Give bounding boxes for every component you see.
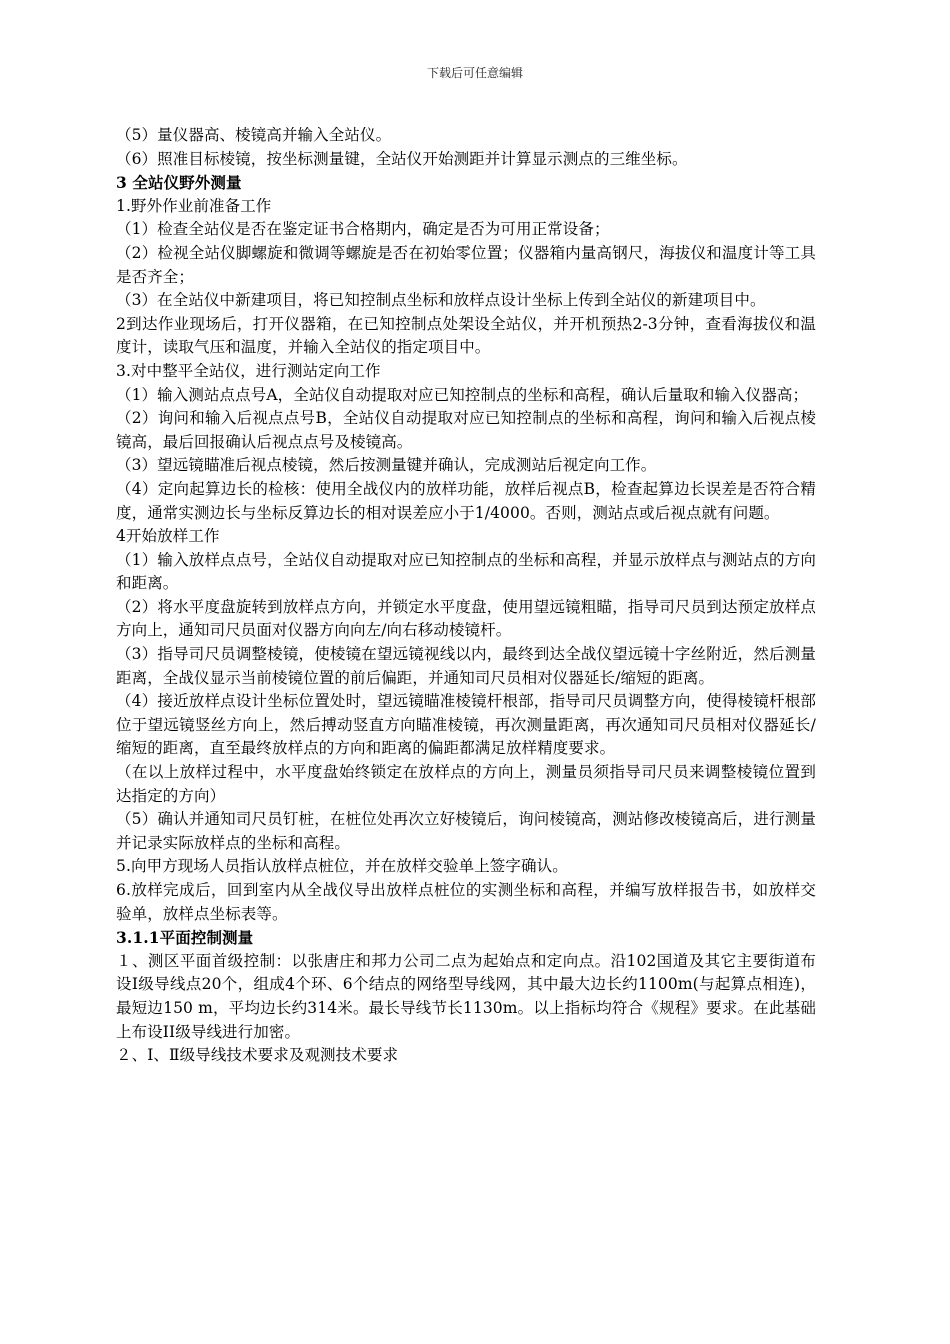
- paragraph: （3）望远镜瞄准后视点棱镜，然后按测量键并确认，完成测站后视定向工作。: [116, 456, 657, 475]
- document-body: [116, 124, 816, 1068]
- page-header: 下载后可任意编辑: [426, 66, 523, 80]
- paragraph: （2）询问和输入后视点点号B，全站仪自动提取对应已知控制点的坐标和高程，询问和输入后视点棱镜高，最后回报确认后视点点号及棱镜高。: [116, 409, 816, 451]
- paragraph: （5）确认并通知司尺员钉桩，在桩位处再次立好棱镜后，询问棱镜高，测站修改棱镜高后，进行测量并记录实际放样点的坐标和高程。: [116, 810, 816, 852]
- section-heading: 3 全站仪野外测量: [116, 173, 242, 193]
- paragraph: （1）检查全站仪是否在鉴定证书合格期内，确定是否为可用正常设备；: [116, 220, 610, 239]
- paragraph: 6.放样完成后，回到室内从全战仪导出放样点桩位的实测坐标和高程，并编写放样报告书，如放样交验单，放样点坐标表等。: [116, 881, 816, 923]
- paragraph: （4）定向起算边长的检核：使用全战仪内的放样功能，放样后视点B，检查起算边长误差是否符合精度，通常实测边长与坐标反算边长的相对误差应小于1/4000。否则，测站点或后视点就有问题。: [116, 479, 816, 522]
- paragraph: （1）输入测站点点号A，全站仪自动提取对应已知控制点的坐标和高程，确认后量取和输入仪器高；: [116, 385, 809, 404]
- paragraph: （2）将水平度盘旋转到放样点方向，并锁定水平度盘，使用望远镜粗瞄，指导司尺员到达预定放样点方向上，通知司尺员面对仪器方向向左/向右移动棱镜杆。: [116, 597, 816, 640]
- paragraph: 2到达作业现场后，打开仪器箱，在已知控制点处架设全站仪，并开机预热2-3分钟，查看海拔仪和温度计，读取气压和温度，并输入全站仪的指定项目中。: [116, 314, 816, 357]
- paragraph: 1.野外作业前准备工作: [116, 196, 272, 215]
- paragraph: （6）照准目标棱镜，按坐标测量键，全站仪开始测距并计算显示测点的三维坐标。: [116, 149, 688, 168]
- paragraph: ２、Ⅰ、Ⅱ级导线技术要求及观测技术要求: [116, 1046, 399, 1065]
- paragraph: １、测区平面首级控制：以张唐庄和邦力公司二点为起始点和定向点。沿102国道及其它主要街道布设Ⅰ级导线点20个，组成4个环、6个结点的网络型导线网，其中最大边长约1100m(与起算点相连)，最短边150 m，平均边长约314米。最长导线节长1130m。以上指标均符合《规程》要求。在此基础上布设II级导线进行加密。: [116, 951, 816, 1041]
- paragraph: （1）输入放样点点号，全站仪自动提取对应已知控制点的坐标和高程，并显示放样点与测站点的方向和距离。: [116, 550, 816, 593]
- paragraph: （5）量仪器高、棱镜高并输入全站仪。: [116, 126, 392, 144]
- paragraph: 3.对中整平全站仪，进行测站定向工作: [116, 361, 381, 380]
- paragraph: （3）指导司尺员调整棱镜，使棱镜在望远镜视线以内，最终到达全战仪望远镜十字丝附近，然后测量距离，全战仪显示当前棱镜位置的前后偏距，并通知司尺员相对仪器延长/缩短的距离。: [116, 645, 816, 687]
- section-heading: 3.1.1平面控制测量: [116, 928, 254, 948]
- paragraph: （2）检视全站仪脚螺旋和微调等螺旋是否在初始零位置；仪器箱内量高钢尺，海拔仪和温度计等工具是否齐全；: [116, 243, 816, 286]
- paragraph: （在以上放样过程中，水平度盘始终锁定在放样点的方向上，测量员须指导司尺员来调整棱镜位置到达指定的方向）: [116, 763, 816, 805]
- paragraph: （3）在全站仪中新建项目，将已知控制点坐标和放样点设计坐标上传到全站仪的新建项目中。: [116, 291, 766, 310]
- paragraph: 5.向甲方现场人员指认放样点桩位，并在放样交验单上签字确认。: [116, 857, 568, 876]
- paragraph: （4）接近放样点设计坐标位置处时，望远镜瞄准棱镜杆根部，指导司尺员调整方向，使得棱镜杆根部位于望远镜竖丝方向上，然后搏动竖直方向瞄准棱镜，再次测量距离，再次通知司尺员相对仪器延长/缩短的距离，直至最终放样点的方向和距离的偏距都满足放样精度要求。: [116, 692, 816, 758]
- paragraph: 4开始放样工作: [116, 527, 220, 546]
